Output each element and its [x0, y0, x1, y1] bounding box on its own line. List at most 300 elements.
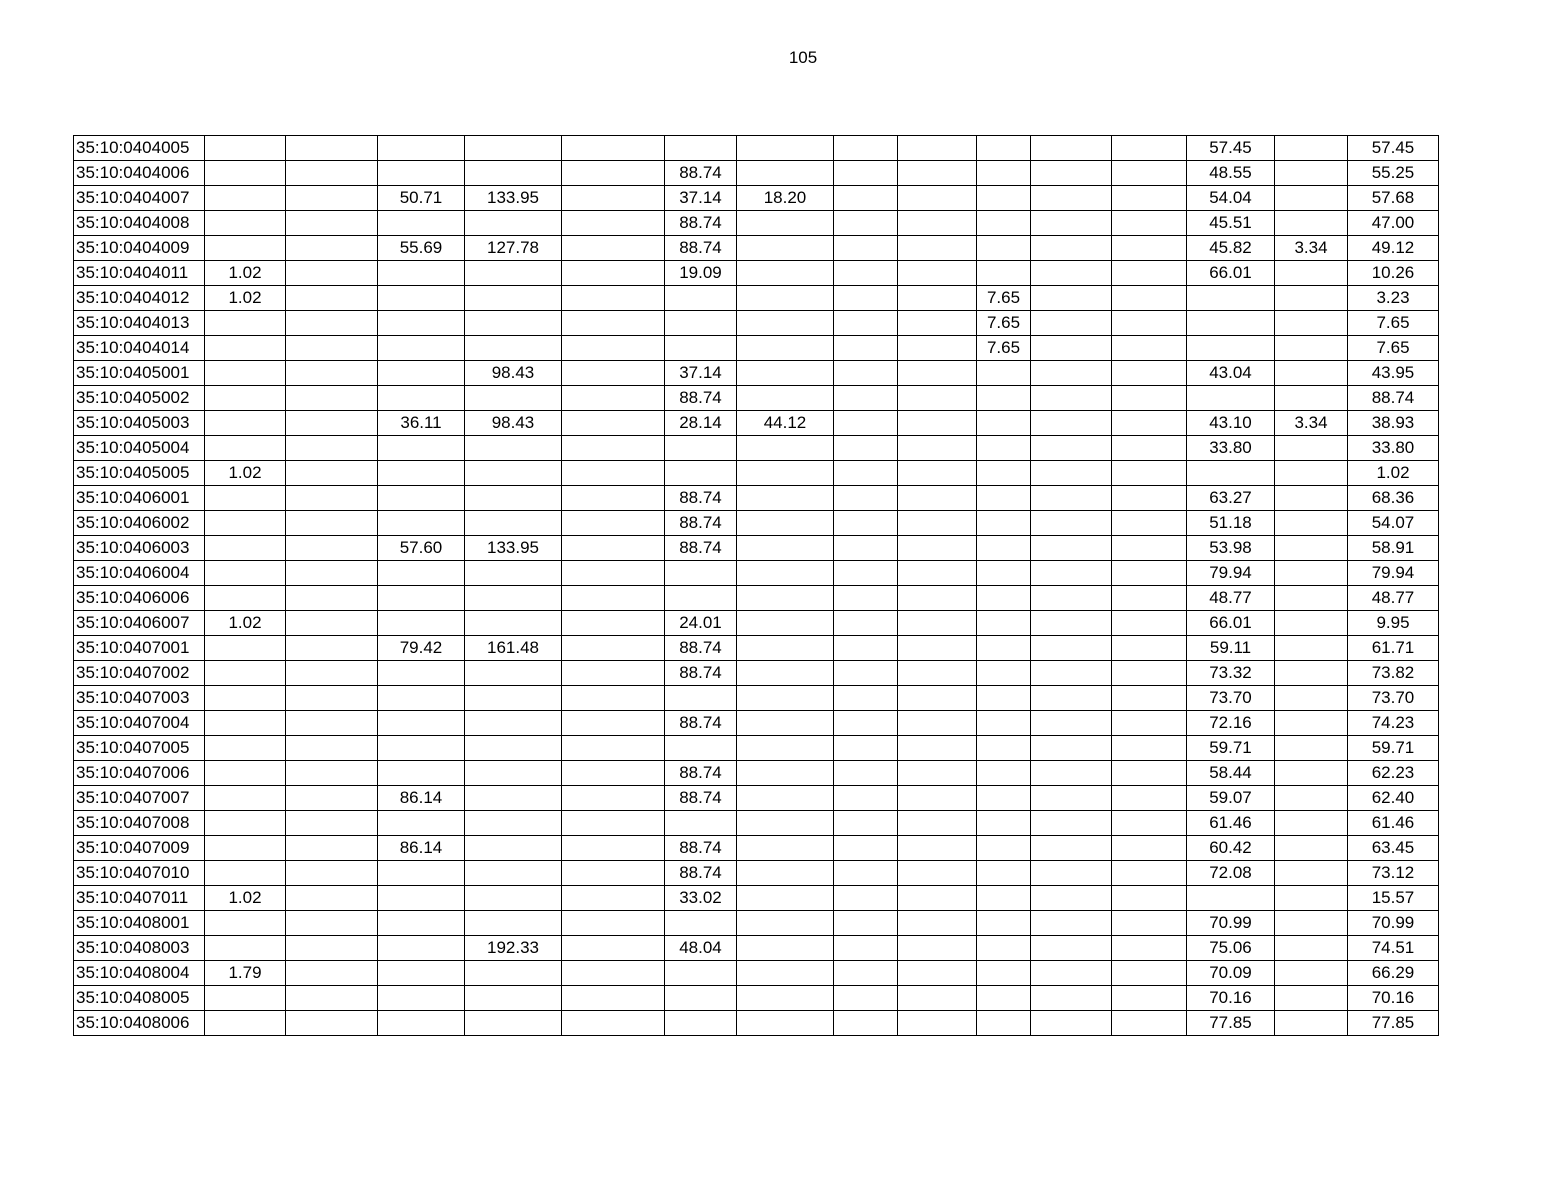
- table-cell: 88.74: [665, 486, 737, 511]
- table-cell: [562, 161, 665, 186]
- table-cell: 43.95: [1348, 361, 1439, 386]
- parcel-id-cell: 35:10:0407005: [74, 736, 205, 761]
- table-cell: [898, 211, 977, 236]
- table-cell: [898, 836, 977, 861]
- table-cell: [378, 736, 465, 761]
- table-cell: [1031, 611, 1112, 636]
- table-cell: 7.65: [977, 311, 1031, 336]
- table-cell: 10.26: [1348, 261, 1439, 286]
- table-cell: [1275, 711, 1348, 736]
- table-cell: 73.12: [1348, 861, 1439, 886]
- table-cell: [737, 736, 834, 761]
- table-cell: 59.71: [1348, 736, 1439, 761]
- table-cell: [737, 836, 834, 861]
- table-cell: [286, 686, 378, 711]
- table-cell: 62.23: [1348, 761, 1439, 786]
- table-cell: [286, 786, 378, 811]
- table-cell: [898, 711, 977, 736]
- table-cell: [378, 611, 465, 636]
- table-cell: [1112, 361, 1187, 386]
- table-cell: [286, 936, 378, 961]
- table-cell: [737, 861, 834, 886]
- table-cell: [737, 486, 834, 511]
- table-cell: [378, 1011, 465, 1036]
- table-cell: [898, 786, 977, 811]
- table-cell: [465, 161, 562, 186]
- table-cell: [977, 561, 1031, 586]
- table-cell: [898, 236, 977, 261]
- table-cell: [898, 411, 977, 436]
- table-row: [74, 186, 1439, 211]
- table-cell: [834, 886, 898, 911]
- table-cell: [562, 836, 665, 861]
- table-cell: [1112, 211, 1187, 236]
- table-cell: [834, 336, 898, 361]
- table-cell: 48.77: [1348, 586, 1439, 611]
- table-cell: [737, 761, 834, 786]
- table-cell: [898, 961, 977, 986]
- table-row: [74, 336, 1439, 361]
- table-cell: 73.70: [1348, 686, 1439, 711]
- table-cell: [834, 561, 898, 586]
- table-cell: [286, 911, 378, 936]
- table-cell: [737, 686, 834, 711]
- table-cell: [378, 661, 465, 686]
- table-cell: [1031, 236, 1112, 261]
- table-cell: [977, 161, 1031, 186]
- table-cell: [205, 511, 286, 536]
- table-cell: [1275, 261, 1348, 286]
- table-cell: 1.02: [205, 286, 286, 311]
- table-cell: [1112, 611, 1187, 636]
- table-cell: [737, 961, 834, 986]
- table-cell: [834, 761, 898, 786]
- table-cell: [1275, 1011, 1348, 1036]
- table-cell: [737, 511, 834, 536]
- table-cell: [834, 811, 898, 836]
- table-cell: [465, 661, 562, 686]
- table-cell: [1031, 211, 1112, 236]
- table-cell: [205, 986, 286, 1011]
- table-cell: [562, 636, 665, 661]
- table-cell: [977, 786, 1031, 811]
- parcel-id-cell: 35:10:0407010: [74, 861, 205, 886]
- table-cell: [1275, 911, 1348, 936]
- parcel-id-cell: 35:10:0408001: [74, 911, 205, 936]
- table-cell: [378, 686, 465, 711]
- table-cell: [205, 161, 286, 186]
- table-cell: [286, 461, 378, 486]
- table-cell: 70.16: [1348, 986, 1439, 1011]
- table-cell: 73.70: [1187, 686, 1275, 711]
- table-cell: [737, 636, 834, 661]
- table-cell: [205, 1011, 286, 1036]
- table-cell: 60.42: [1187, 836, 1275, 861]
- table-cell: [1112, 286, 1187, 311]
- table-cell: [286, 311, 378, 336]
- table-cell: [205, 336, 286, 361]
- table-cell: [834, 286, 898, 311]
- table-cell: [665, 561, 737, 586]
- table-cell: [205, 236, 286, 261]
- table-cell: [205, 836, 286, 861]
- table-cell: [1187, 336, 1275, 361]
- table-body: [74, 136, 1439, 1036]
- table-cell: [1275, 611, 1348, 636]
- table-cell: 57.45: [1187, 136, 1275, 161]
- table-cell: 3.34: [1275, 236, 1348, 261]
- table-cell: [286, 636, 378, 661]
- table-row: [74, 286, 1439, 311]
- table-cell: 79.94: [1348, 561, 1439, 586]
- table-cell: [898, 1011, 977, 1036]
- parcel-id-cell: 35:10:0408005: [74, 986, 205, 1011]
- parcel-id-cell: 35:10:0405004: [74, 436, 205, 461]
- table-cell: [205, 711, 286, 736]
- table-cell: 33.02: [665, 886, 737, 911]
- table-cell: [286, 486, 378, 511]
- table-cell: [562, 961, 665, 986]
- table-cell: [977, 511, 1031, 536]
- table-cell: [834, 586, 898, 611]
- table-cell: [1112, 386, 1187, 411]
- table-cell: [898, 986, 977, 1011]
- table-cell: [898, 511, 977, 536]
- table-cell: [1275, 336, 1348, 361]
- table-cell: [977, 1011, 1031, 1036]
- table-row: [74, 311, 1439, 336]
- table-cell: [898, 536, 977, 561]
- table-cell: [378, 211, 465, 236]
- table-row: [74, 886, 1439, 911]
- parcel-id-cell: 35:10:0406001: [74, 486, 205, 511]
- table-cell: 19.09: [665, 261, 737, 286]
- table-cell: [562, 561, 665, 586]
- table-row: [74, 586, 1439, 611]
- parcel-id-cell: 35:10:0404014: [74, 336, 205, 361]
- table-cell: [898, 736, 977, 761]
- parcel-id-cell: 35:10:0406006: [74, 586, 205, 611]
- table-cell: [286, 361, 378, 386]
- table-cell: [898, 161, 977, 186]
- table-cell: [205, 211, 286, 236]
- table-cell: [1112, 786, 1187, 811]
- table-cell: [1275, 361, 1348, 386]
- table-cell: [737, 886, 834, 911]
- table-cell: [1031, 161, 1112, 186]
- table-cell: [977, 386, 1031, 411]
- table-row: [74, 511, 1439, 536]
- table-cell: [1031, 861, 1112, 886]
- table-cell: [465, 486, 562, 511]
- table-cell: 33.80: [1348, 436, 1439, 461]
- table-cell: [562, 411, 665, 436]
- table-cell: [378, 911, 465, 936]
- table-cell: [665, 961, 737, 986]
- table-cell: [737, 936, 834, 961]
- table-cell: [898, 486, 977, 511]
- table-cell: [1031, 561, 1112, 586]
- table-cell: [1112, 411, 1187, 436]
- table-cell: [1031, 961, 1112, 986]
- table-cell: 63.27: [1187, 486, 1275, 511]
- table-cell: [834, 686, 898, 711]
- table-cell: 37.14: [665, 361, 737, 386]
- table-cell: [562, 186, 665, 211]
- table-cell: [286, 611, 378, 636]
- table-cell: [665, 986, 737, 1011]
- table-cell: [205, 361, 286, 386]
- table-cell: [665, 736, 737, 761]
- table-cell: [378, 386, 465, 411]
- table-cell: [834, 936, 898, 961]
- table-cell: 86.14: [378, 786, 465, 811]
- table-cell: [205, 436, 286, 461]
- table-cell: [1275, 961, 1348, 986]
- table-cell: [1187, 886, 1275, 911]
- table-cell: [465, 511, 562, 536]
- table-cell: [1031, 786, 1112, 811]
- table-cell: [205, 911, 286, 936]
- parcel-id-cell: 35:10:0407007: [74, 786, 205, 811]
- table-cell: [977, 136, 1031, 161]
- table-cell: [1187, 461, 1275, 486]
- table-cell: [465, 261, 562, 286]
- table-row: [74, 636, 1439, 661]
- table-cell: [465, 386, 562, 411]
- table-cell: 98.43: [465, 411, 562, 436]
- table-cell: [1112, 711, 1187, 736]
- table-row: [74, 686, 1439, 711]
- parcel-id-cell: 35:10:0405001: [74, 361, 205, 386]
- table-cell: [834, 986, 898, 1011]
- table-cell: [562, 886, 665, 911]
- table-cell: [1031, 461, 1112, 486]
- table-cell: [1187, 311, 1275, 336]
- table-cell: [1031, 261, 1112, 286]
- table-cell: [465, 911, 562, 936]
- table-cell: [286, 511, 378, 536]
- table-cell: [378, 561, 465, 586]
- table-cell: [286, 861, 378, 886]
- table-cell: [378, 461, 465, 486]
- table-cell: [286, 436, 378, 461]
- table-cell: [465, 886, 562, 911]
- parcel-id-cell: 35:10:0404009: [74, 236, 205, 261]
- table-cell: [562, 611, 665, 636]
- table-cell: [1112, 986, 1187, 1011]
- table-cell: [977, 986, 1031, 1011]
- table-cell: [1031, 411, 1112, 436]
- table-cell: [465, 311, 562, 336]
- table-cell: 161.48: [465, 636, 562, 661]
- table-cell: [977, 461, 1031, 486]
- table-cell: [1031, 311, 1112, 336]
- parcel-id-cell: 35:10:0407006: [74, 761, 205, 786]
- table-cell: [898, 361, 977, 386]
- table-cell: [1031, 911, 1112, 936]
- table-cell: [834, 186, 898, 211]
- table-cell: [665, 586, 737, 611]
- table-cell: [205, 586, 286, 611]
- table-row: [74, 761, 1439, 786]
- table-cell: [378, 711, 465, 736]
- table-cell: [737, 536, 834, 561]
- table-cell: [737, 436, 834, 461]
- table-cell: [286, 536, 378, 561]
- table-cell: [1275, 211, 1348, 236]
- table-cell: [378, 511, 465, 536]
- table-row: [74, 711, 1439, 736]
- table-cell: [378, 936, 465, 961]
- table-cell: [1112, 861, 1187, 886]
- table-cell: [1112, 461, 1187, 486]
- table-cell: [286, 961, 378, 986]
- table-cell: 7.65: [977, 286, 1031, 311]
- table-row: [74, 811, 1439, 836]
- table-cell: [977, 911, 1031, 936]
- table-cell: [834, 386, 898, 411]
- table-cell: [465, 786, 562, 811]
- table-cell: [1112, 236, 1187, 261]
- table-cell: [465, 836, 562, 861]
- table-cell: [977, 936, 1031, 961]
- table-cell: [1275, 386, 1348, 411]
- table-cell: [1031, 511, 1112, 536]
- table-cell: [977, 836, 1031, 861]
- parcel-id-cell: 35:10:0407003: [74, 686, 205, 711]
- table-cell: [378, 586, 465, 611]
- table-cell: [898, 461, 977, 486]
- table-cell: 86.14: [378, 836, 465, 861]
- table-cell: 72.16: [1187, 711, 1275, 736]
- table-cell: 3.23: [1348, 286, 1439, 311]
- table-cell: [286, 411, 378, 436]
- table-cell: 43.04: [1187, 361, 1275, 386]
- table-cell: 53.98: [1187, 536, 1275, 561]
- table-cell: [562, 386, 665, 411]
- table-cell: [562, 461, 665, 486]
- table-cell: [898, 561, 977, 586]
- table-cell: [737, 611, 834, 636]
- table-cell: 66.01: [1187, 611, 1275, 636]
- table-cell: [1031, 761, 1112, 786]
- table-cell: [465, 461, 562, 486]
- table-cell: [898, 186, 977, 211]
- table-cell: [1031, 736, 1112, 761]
- table-cell: [1275, 561, 1348, 586]
- table-cell: 50.71: [378, 186, 465, 211]
- table-cell: [562, 511, 665, 536]
- table-cell: [562, 486, 665, 511]
- table-cell: [737, 336, 834, 361]
- table-cell: 57.60: [378, 536, 465, 561]
- table-cell: [286, 211, 378, 236]
- table-cell: 57.68: [1348, 186, 1439, 211]
- table-cell: [834, 361, 898, 386]
- table-cell: [898, 261, 977, 286]
- table-cell: [1275, 461, 1348, 486]
- table-cell: [1031, 386, 1112, 411]
- table-cell: [898, 911, 977, 936]
- table-cell: 127.78: [465, 236, 562, 261]
- table-cell: [665, 336, 737, 361]
- table-cell: [205, 186, 286, 211]
- table-cell: [1031, 336, 1112, 361]
- table-cell: [378, 311, 465, 336]
- table-cell: [1187, 386, 1275, 411]
- table-cell: [898, 136, 977, 161]
- table-cell: [834, 411, 898, 436]
- table-cell: [834, 636, 898, 661]
- parcel-id-cell: 35:10:0406003: [74, 536, 205, 561]
- table-cell: [977, 636, 1031, 661]
- table-cell: 88.74: [665, 786, 737, 811]
- table-cell: [665, 436, 737, 461]
- table-cell: [465, 686, 562, 711]
- table-cell: [378, 886, 465, 911]
- parcel-id-cell: 35:10:0407002: [74, 661, 205, 686]
- table-cell: 61.46: [1187, 811, 1275, 836]
- table-cell: [1275, 436, 1348, 461]
- table-cell: 133.95: [465, 186, 562, 211]
- table-cell: [205, 386, 286, 411]
- table-cell: [1031, 361, 1112, 386]
- table-cell: [834, 236, 898, 261]
- table-cell: [665, 686, 737, 711]
- table-cell: [898, 386, 977, 411]
- table-row: [74, 386, 1439, 411]
- table-cell: [562, 936, 665, 961]
- table-row: [74, 736, 1439, 761]
- table-cell: [977, 236, 1031, 261]
- table-cell: 133.95: [465, 536, 562, 561]
- parcel-id-cell: 35:10:0407001: [74, 636, 205, 661]
- table-row: [74, 136, 1439, 161]
- table-cell: [286, 886, 378, 911]
- table-cell: [898, 286, 977, 311]
- table-cell: [562, 286, 665, 311]
- table-cell: 3.34: [1275, 411, 1348, 436]
- table-cell: [1031, 811, 1112, 836]
- table-cell: [834, 736, 898, 761]
- table-cell: 28.14: [665, 411, 737, 436]
- table-cell: [378, 361, 465, 386]
- table-cell: 88.74: [665, 761, 737, 786]
- parcel-id-cell: 35:10:0405002: [74, 386, 205, 411]
- table-cell: 47.00: [1348, 211, 1439, 236]
- table-cell: 74.23: [1348, 711, 1439, 736]
- table-cell: [1031, 1011, 1112, 1036]
- table-cell: [465, 611, 562, 636]
- table-cell: [1112, 561, 1187, 586]
- table-row: [74, 961, 1439, 986]
- table-cell: [1112, 961, 1187, 986]
- table-cell: [737, 136, 834, 161]
- table-cell: [1112, 536, 1187, 561]
- table-cell: [205, 311, 286, 336]
- table-cell: [378, 811, 465, 836]
- table-cell: [834, 836, 898, 861]
- table-cell: [834, 861, 898, 886]
- table-cell: [1112, 761, 1187, 786]
- parcel-id-cell: 35:10:0408004: [74, 961, 205, 986]
- table-row: [74, 786, 1439, 811]
- table-cell: [737, 311, 834, 336]
- table-cell: [1031, 661, 1112, 686]
- table-cell: [1275, 311, 1348, 336]
- table-row: [74, 861, 1439, 886]
